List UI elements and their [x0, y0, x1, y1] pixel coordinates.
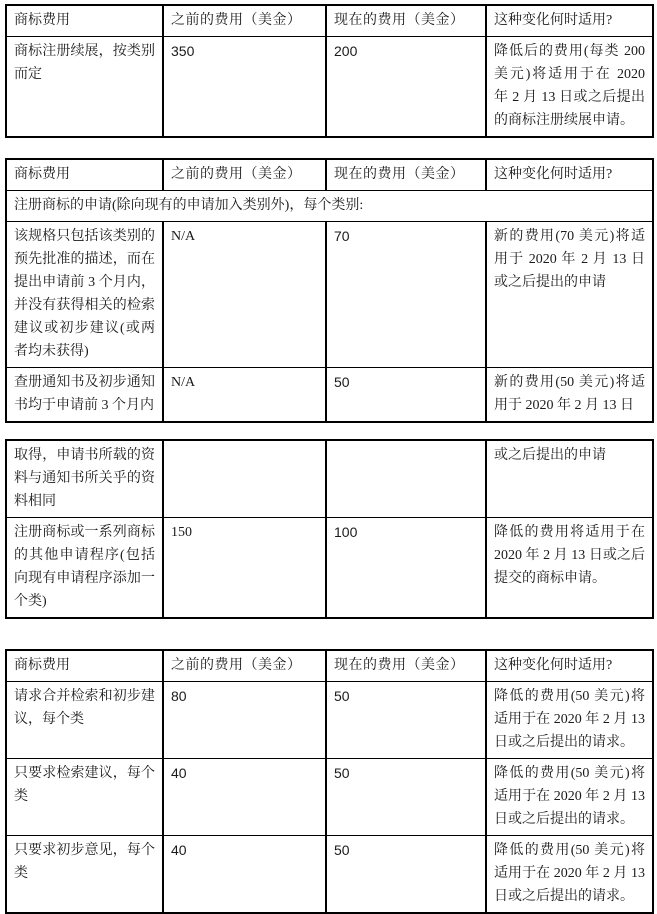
cell-category-note: 注册商标的申请(除向现有的申请加入类别外)，每个类别:: [6, 191, 653, 222]
header-previous-fee: 之前的费用（美金）: [163, 5, 326, 37]
header-when-applies: 这种变化何时适用?: [486, 159, 653, 191]
cell-current-fee: 70: [326, 222, 486, 368]
header-fee: 商标费用: [6, 159, 163, 191]
cell-current-fee: 200: [326, 37, 486, 138]
header-previous-fee: 之前的费用（美金）: [163, 159, 326, 191]
table-span-row: [6, 191, 653, 222]
cell-previous-fee: 40: [163, 759, 326, 836]
cell-fee-name: 取得，申请书所载的资料与通知书所关乎的资料相同: [6, 440, 163, 518]
cell-fee-name: 只要求初步意见，每个类: [6, 836, 163, 914]
cell-fee-name: 查册通知书及初步通知书均于申请前 3 个月内: [6, 368, 163, 423]
cell-when-applies: 降低的费用(50 美元)将适用于在 2020 年 2 月 13 日或之后提出的请求。: [486, 759, 653, 836]
fee-table-renewal: [5, 4, 654, 138]
cell-current-fee: 50: [326, 682, 486, 759]
cell-fee-name: 只要求检索建议，每个类: [6, 759, 163, 836]
table-header-row: [6, 5, 653, 37]
table-gap: [5, 423, 652, 439]
cell-when-applies: 降低的费用(50 美元)将适用于在 2020 年 2 月 13 日或之后提出的请求。: [486, 836, 653, 914]
header-previous-fee: 之前的费用（美金）: [163, 650, 326, 682]
table-gap: [5, 619, 652, 649]
cell-previous-fee: 350: [163, 37, 326, 138]
cell-previous-fee: 40: [163, 836, 326, 914]
header-fee: 商标费用: [6, 650, 163, 682]
header-current-fee: 现在的费用（美金）: [326, 159, 486, 191]
table-row: [6, 759, 653, 836]
table-row: [6, 440, 653, 518]
header-current-fee: 现在的费用（美金）: [326, 650, 486, 682]
cell-current-fee: [326, 440, 486, 518]
header-when-applies: 这种变化何时适用?: [486, 650, 653, 682]
fee-table-application: [5, 158, 654, 423]
cell-current-fee: 50: [326, 368, 486, 423]
table-row: [6, 222, 653, 368]
fee-table-search-advice: [5, 649, 654, 914]
cell-fee-name: 该规格只包括该类别的预先批准的描述，而在提出申请前 3 个月内，并没有获得相关的检索建议或初步建议(或两者均未获得): [6, 222, 163, 368]
fee-table-continuation: [5, 439, 654, 619]
cell-when-applies: 新的费用(70 美元)将适用于 2020 年 2 月 13 日或之后提出的申请: [486, 222, 653, 368]
table-row: [6, 682, 653, 759]
cell-current-fee: 100: [326, 518, 486, 619]
cell-current-fee: 50: [326, 759, 486, 836]
table-row: [6, 518, 653, 619]
cell-fee-name: 注册商标或一系列商标的其他申请程序(包括向现有申请程序添加一个类): [6, 518, 163, 619]
cell-when-applies: 或之后提出的申请: [486, 440, 653, 518]
header-when-applies: 这种变化何时适用?: [486, 5, 653, 37]
table-row: [6, 836, 653, 914]
table-header-row: [6, 159, 653, 191]
cell-previous-fee: 150: [163, 518, 326, 619]
cell-previous-fee: N/A: [163, 368, 326, 423]
cell-when-applies: 降低的费用(50 美元)将适用于在 2020 年 2 月 13 日或之后提出的请求。: [486, 682, 653, 759]
table-header-row: [6, 650, 653, 682]
cell-when-applies: 降低的费用将适用于在 2020 年 2 月 13 日或之后提交的商标申请。: [486, 518, 653, 619]
cell-previous-fee: N/A: [163, 222, 326, 368]
table-row: [6, 368, 653, 423]
cell-fee-name: 商标注册续展，按类别而定: [6, 37, 163, 138]
header-fee: 商标费用: [6, 5, 163, 37]
table-gap: [5, 138, 652, 158]
cell-previous-fee: [163, 440, 326, 518]
cell-fee-name: 请求合并检索和初步建议，每个类: [6, 682, 163, 759]
header-current-fee: 现在的费用（美金）: [326, 5, 486, 37]
table-row: [6, 37, 653, 138]
cell-current-fee: 50: [326, 836, 486, 914]
cell-previous-fee: 80: [163, 682, 326, 759]
cell-when-applies: 新的费用(50 美元)将适用于 2020 年 2 月 13 日: [486, 368, 653, 423]
cell-when-applies: 降低后的费用(每类 200 美元)将适用于在 2020 年 2 月 13 日或之后提出的商标注册续展申请。: [486, 37, 653, 138]
